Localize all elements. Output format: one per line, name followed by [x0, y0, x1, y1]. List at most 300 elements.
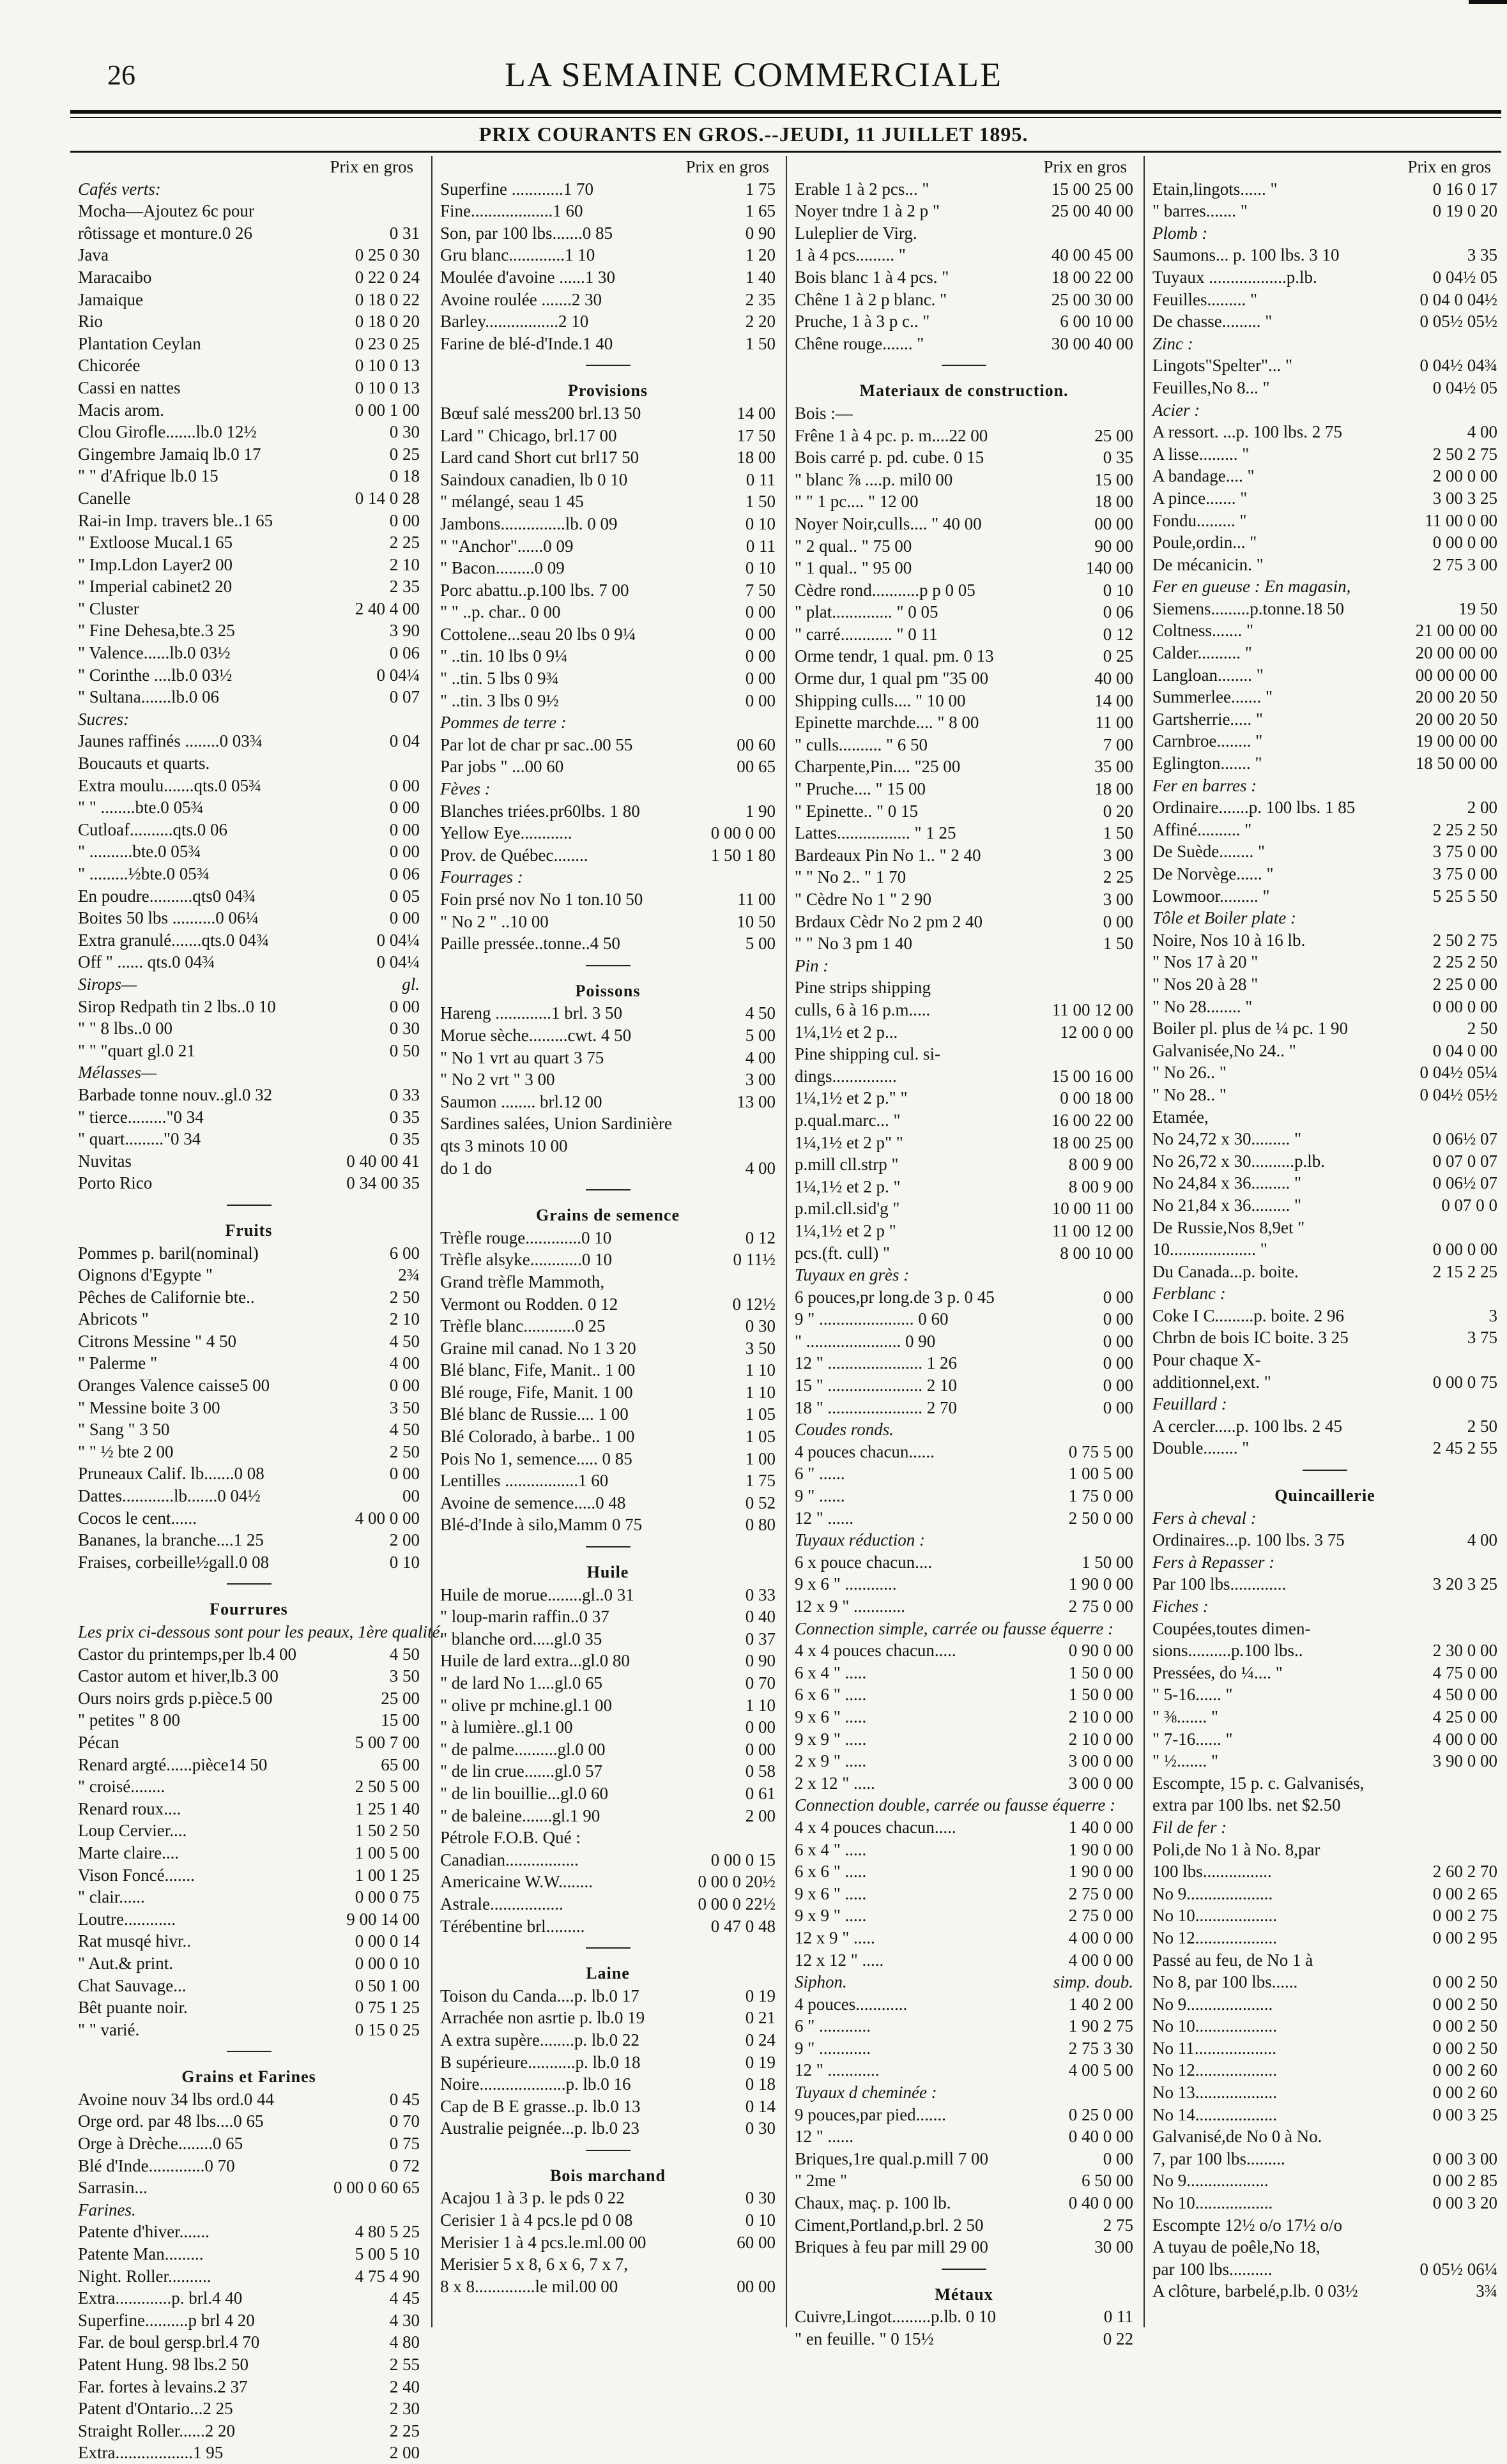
item-price: 2 00: [389, 1530, 420, 1550]
price-row: [440, 1672, 776, 1694]
price-row: [78, 2376, 420, 2398]
item-label: Castor du printemps,per lb.4 00: [78, 1644, 296, 1664]
price-row: [440, 1227, 776, 1249]
item-label: Oranges Valence caisse5 00: [78, 1376, 270, 1396]
item-label: Coltness....... ": [1152, 621, 1254, 641]
item-price: 4 50 0 00: [1432, 1685, 1497, 1705]
item-label: 2 x 12 " .....: [795, 1773, 875, 1793]
item-label: Pine strips shipping: [795, 978, 931, 998]
item-label: Night. Roller..........: [78, 2266, 211, 2286]
item-price: 0 30: [389, 1019, 420, 1038]
price-row: [78, 664, 420, 687]
item-label: " Epinette.. " 0 15: [795, 801, 919, 821]
price-row: [78, 2019, 420, 2041]
price-row: [78, 686, 420, 708]
price-row: [1152, 1194, 1497, 1217]
item-price: 0 00 0 00: [710, 823, 776, 843]
item-label: Zinc :: [1152, 333, 1193, 353]
item-label: Blé d'Inde.............0 70: [78, 2156, 235, 2175]
item-label: 6 x 4 " .....: [795, 1662, 867, 1682]
item-label: Farines.: [78, 2200, 136, 2219]
item-label: Galvanisée,No 24.. ": [1152, 1040, 1296, 1060]
item-price: 0 10 0 13: [355, 356, 420, 376]
item-price: 7 00: [1103, 734, 1133, 754]
item-label: Etain,lingots...... ": [1152, 179, 1278, 199]
price-row: [795, 822, 1133, 844]
item-price: 3 35: [1467, 245, 1497, 265]
price-row: [78, 1908, 420, 1931]
item-label: " ½....... ": [1152, 1751, 1219, 1771]
price-row: [795, 645, 1133, 667]
item-label: Feuilles,No 8... ": [1152, 377, 1270, 397]
price-row: [78, 1418, 420, 1441]
item-price: 0 00 0 20½: [698, 1872, 776, 1892]
item-label: Superfine ............1 70: [440, 179, 593, 199]
item-price: 0 00: [1103, 1397, 1133, 1417]
item-label: 8 x 8..............le mil.00 00: [440, 2276, 618, 2296]
item-label: " No 2 vrt " 3 00: [440, 1070, 555, 1090]
item-price: 1 90 0 00: [1068, 1839, 1133, 1859]
price-row: [795, 402, 1133, 425]
item-price: 0 00: [745, 1739, 776, 1759]
item-label: A lisse......... ": [1152, 444, 1250, 464]
price-row: [440, 601, 776, 623]
price-row: [1152, 796, 1497, 819]
item-price: 0 00: [745, 646, 776, 666]
price-row: [795, 1860, 1133, 1883]
item-price: 0 07 0 07: [1432, 1151, 1497, 1171]
item-price: 00: [402, 1486, 420, 1506]
item-label: " blanc ⅞ ....p. mil0 00: [795, 469, 953, 489]
item-price: 2 10 0 00: [1068, 1729, 1133, 1749]
item-price: 4 00 5 00: [1068, 2060, 1133, 2080]
item-label: 12 " ......: [795, 2127, 854, 2147]
item-price: 11 00: [737, 890, 776, 909]
item-label: Boucauts et quarts.: [78, 754, 210, 773]
price-row: [78, 1463, 420, 1485]
price-row: [1152, 752, 1497, 775]
item-label: 6 x 6 " .....: [795, 1862, 867, 1882]
item-price: 0 75 5 00: [1068, 1441, 1133, 1461]
subheading-row: [795, 2081, 1133, 2104]
item-label: " ...................... 0 90: [795, 1331, 936, 1351]
price-row: [1152, 2192, 1497, 2214]
item-label: Arrachée non asrtie p. lb.0 19: [440, 2008, 645, 2028]
item-price: 0 04¼: [376, 665, 420, 685]
item-price: 0 15 0 25: [355, 2019, 420, 2039]
item-price: 2 75 3 30: [1068, 2038, 1133, 2058]
item-price: 0 04¼: [376, 930, 420, 950]
item-label: No 10...................: [1152, 2016, 1277, 2036]
item-price: 13 00: [737, 1091, 776, 1111]
item-price: 21 00 00 00: [1415, 621, 1497, 641]
price-row: [1152, 2015, 1497, 2037]
item-price: 0 10: [745, 513, 776, 533]
item-price: 2 50: [1467, 1416, 1497, 1436]
item-label: No 9...................: [1152, 2171, 1269, 2191]
price-row: [795, 601, 1133, 623]
subheading-row: [1152, 333, 1497, 355]
item-price: 0 40 00 41: [346, 1151, 420, 1171]
item-price: 0 35: [389, 1107, 420, 1127]
page-header: [0, 0, 1507, 146]
item-label: Vison Foncé.......: [78, 1865, 195, 1885]
price-row: [440, 1337, 776, 1360]
item-label: " Extloose Mucal.1 65: [78, 533, 233, 552]
price-row: [440, 579, 776, 602]
price-row: [78, 2177, 420, 2199]
item-label: Bois carré p. pd. cube. 0 15: [795, 448, 984, 468]
price-row: [1152, 951, 1497, 973]
price-row: [440, 2073, 776, 2095]
price-row: [440, 1492, 776, 1514]
item-price: 0 61: [745, 1783, 776, 1803]
price-row: [78, 1930, 420, 1952]
price-row: [1152, 2236, 1497, 2258]
item-price: 0 07: [389, 687, 420, 707]
item-label: Pommes de terre :: [440, 713, 567, 733]
item-price: 4 00: [1467, 1530, 1497, 1550]
item-price: 0 00 2 95: [1432, 1928, 1497, 1947]
price-row: [440, 310, 776, 333]
item-label: " barres....... ": [1152, 201, 1248, 221]
price-row: [78, 2309, 420, 2332]
item-label: " Valence......lb.0 03½: [78, 643, 231, 663]
item-label: " No 2 " ..10 00: [440, 911, 549, 931]
item-label: Luleplier de Virg.: [795, 223, 917, 243]
item-price: 0 18 0 20: [355, 312, 420, 331]
item-label: Cèdre rond...........p p 0 05: [795, 580, 975, 600]
item-price: 11 00: [1095, 713, 1133, 733]
item-price: 00 60: [737, 734, 776, 754]
price-row: [1152, 377, 1497, 399]
item-price: 0 30: [745, 2118, 776, 2138]
item-price: 0 00 2 50: [1432, 1994, 1497, 2014]
item-label: Dattes............lb.......0 04½: [78, 1486, 261, 1506]
item-price: 6 00: [389, 1243, 420, 1263]
item-label: Moulée d'avoine ......1 30: [440, 267, 616, 287]
subheading-row: [1152, 1551, 1497, 1574]
item-price: 0 00 0 75: [1432, 1372, 1497, 1392]
item-price: 0 00: [745, 669, 776, 688]
item-price: 0 00 2 50: [1432, 1972, 1497, 1992]
price-row: [1152, 1905, 1497, 1927]
price-row: [795, 1308, 1133, 1330]
price-row: [78, 1507, 420, 1530]
item-label: Merisier 1 à 4 pcs.le.ml.00 00: [440, 2232, 646, 2252]
item-label: Macis arom.: [78, 400, 164, 420]
item-price: 0 00 2 50: [1432, 2038, 1497, 2058]
price-row: [78, 1330, 420, 1353]
item-label: " de palme..........gl.0 00: [440, 1739, 606, 1759]
item-price: 0 00: [1103, 1309, 1133, 1329]
item-price: 0 16 0 17: [1432, 179, 1497, 199]
item-price: 2 50: [389, 1441, 420, 1461]
price-row: [440, 244, 776, 266]
item-price: 0 10: [389, 1552, 420, 1572]
item-label: Tôle et Boiler plate :: [1152, 908, 1296, 928]
item-label: Feuillard :: [1152, 1394, 1227, 1414]
price-row: [440, 2007, 776, 2029]
price-row: [795, 756, 1133, 778]
price-row: [1152, 1927, 1497, 1949]
item-label: Citrons Messine " 4 50: [78, 1331, 237, 1351]
item-price: 2 25: [1103, 867, 1133, 887]
item-label: Pois No 1, semence..... 0 85: [440, 1449, 632, 1468]
item-price: 0 05: [389, 886, 420, 906]
section-heading: Grains de semence: [440, 1189, 776, 1227]
price-row: [78, 1952, 420, 1975]
item-price: 1 50: [1103, 823, 1133, 843]
item-price: 3 50: [389, 1397, 420, 1417]
price-row: [78, 1687, 420, 1710]
section-heading: Fruits: [78, 1205, 420, 1242]
item-label: Far. fortes à levains.2 37: [78, 2377, 248, 2396]
price-row: [78, 1040, 420, 1062]
price-row: [795, 266, 1133, 289]
item-label: " " 1 pc.... " 12 00: [795, 492, 919, 512]
item-label: Orme tendr, 1 qual. pm. 0 13: [795, 646, 994, 666]
price-row: [78, 1975, 420, 1997]
subheading-row: [78, 1621, 445, 1643]
item-label: Pruche, 1 à 3 p c.. ": [795, 312, 930, 331]
item-label: extra par 100 lbs. net $2.50: [1152, 1795, 1341, 1815]
price-row: [78, 1017, 420, 1040]
item-label: Escompte, 15 p. c. Galvanisés,: [1152, 1773, 1365, 1793]
subheading-row: [1152, 575, 1497, 598]
item-price: 1 75 0 00: [1068, 1486, 1133, 1506]
item-label: 1 à 4 pcs......... ": [795, 245, 906, 265]
column-header: Prix en gros: [1407, 157, 1491, 176]
price-row: [78, 443, 420, 466]
item-label: Blé Colorado, à barbe.. 1 00: [440, 1427, 635, 1447]
price-row: [795, 734, 1133, 756]
item-price: 2 00: [389, 2443, 420, 2463]
item-label: 12 x 9 " .....: [795, 1928, 875, 1947]
item-price: 0 40: [745, 1607, 776, 1627]
item-label: Lard cand Short cut brl17 50: [440, 448, 639, 468]
price-column-2: [431, 156, 781, 2327]
price-row: [795, 289, 1133, 311]
price-row: [78, 1731, 420, 1754]
item-price: 0 70: [745, 1673, 776, 1692]
price-row: [440, 800, 776, 823]
item-label: Lard " Chicago, brl.17 00: [440, 425, 617, 445]
item-label: Orge ord. par 48 lbs....0 65: [78, 2111, 264, 2131]
price-row: [440, 1783, 776, 1805]
item-price: 0 00: [745, 624, 776, 644]
price-row: [440, 756, 776, 778]
item-label: No 13...................: [1152, 2083, 1277, 2103]
item-price: 0 45: [389, 2089, 420, 2109]
item-label: " Messine boite 3 00: [78, 1397, 220, 1417]
item-price: 00 65: [737, 757, 776, 777]
item-price: 1 90 2 75: [1068, 2016, 1133, 2036]
price-row: [78, 929, 420, 952]
price-row: [78, 289, 420, 311]
price-row: [795, 1905, 1133, 1927]
item-price: 0 21: [745, 2008, 776, 2028]
item-label: 9 " ......: [795, 1486, 845, 1506]
item-price: 0 35: [1103, 448, 1133, 468]
item-label: No 26,72 x 30..........p.lb.: [1152, 1151, 1325, 1171]
subheading-row: [78, 2199, 420, 2221]
item-price: 1 40 2 00: [1068, 1994, 1133, 2014]
item-price: 0 04½ 05: [1432, 377, 1497, 397]
column-header: Prix en gros: [685, 157, 769, 176]
item-label: " ..tin. 3 lbs 0 9½: [440, 690, 559, 710]
price-row: [78, 1864, 420, 1887]
item-label: Lentilles .................1 60: [440, 1471, 609, 1491]
item-label: p.mill cll.strp ": [795, 1155, 899, 1175]
section-heading: Grains et Farines: [78, 2051, 420, 2088]
item-label: Etamée,: [1152, 1107, 1209, 1127]
item-label: dings...............: [795, 1066, 897, 1086]
item-label: Brdaux Cèdr No 2 pm 2 40: [795, 911, 983, 931]
item-label: " de baleine.......gl.1 90: [440, 1806, 601, 1825]
item-price: 0 07 0 0: [1441, 1195, 1497, 1215]
item-price: 0 20: [1103, 801, 1133, 821]
item-label: Jambons...............lb. 0 09: [440, 513, 618, 533]
item-price: 2 10 0 00: [1068, 1707, 1133, 1726]
item-price: 0 00: [1103, 1376, 1133, 1396]
price-row: [440, 289, 776, 311]
item-label: Briques à feu par mill 29 00: [795, 2237, 988, 2257]
item-price: 5 00 5 10: [355, 2244, 420, 2264]
item-label: Jamaique: [78, 289, 143, 309]
item-price: 0 00: [389, 996, 420, 1016]
item-price: 7 50: [745, 580, 776, 600]
item-price: 8 00 9 00: [1068, 1155, 1133, 1175]
price-row: [1152, 1639, 1497, 1662]
item-price: 1 40 0 00: [1068, 1817, 1133, 1837]
item-label: No 21,84 x 36......... ": [1152, 1195, 1302, 1215]
item-price: 25 00 30 00: [1051, 289, 1133, 309]
item-price: 0 18: [389, 466, 420, 486]
price-row: [1152, 1573, 1497, 1595]
item-label: Fer en gueuse : En magasin,: [1152, 577, 1351, 597]
item-label: Fèves :: [440, 779, 491, 799]
price-row: [78, 907, 420, 929]
price-row: [1152, 1217, 1497, 1239]
price-row: [78, 1996, 420, 2019]
price-row: [1152, 1662, 1497, 1684]
price-row: [78, 1529, 420, 1551]
price-row: [1152, 929, 1497, 952]
price-row: [795, 1595, 1133, 1618]
subheading-row: [795, 1618, 1133, 1640]
price-row: [1152, 178, 1497, 201]
subtitle-rule: [70, 151, 1501, 153]
item-label: Blé blanc, Fife, Manit.. 1 00: [440, 1360, 636, 1380]
item-price: 0 00 0 15: [710, 1850, 776, 1869]
item-label: Porto Rico: [78, 1173, 153, 1193]
item-price: 1 90 0 00: [1068, 1574, 1133, 1594]
item-price: 15 00 16 00: [1051, 1066, 1133, 1086]
price-row: [440, 1628, 776, 1650]
item-label: Chat Sauvage...: [78, 1975, 187, 1995]
item-label: " Cèdre No 1 " 2 90: [795, 890, 932, 909]
item-label: " olive pr mchine.gl.1 00: [440, 1695, 612, 1715]
item-price: 0 30: [745, 1316, 776, 1336]
item-price: 4 25 0 00: [1432, 1707, 1497, 1726]
item-price: 2 25 2 50: [1432, 952, 1497, 972]
item-label: Boiler pl. plus de ¼ pc. 1 90: [1152, 1019, 1348, 1038]
item-label: Ours noirs grds p.pièce.5 00: [78, 1688, 273, 1708]
subheading-row: [795, 1264, 1133, 1286]
price-row: [1152, 531, 1497, 554]
price-row: [1152, 1618, 1497, 1640]
price-row: [795, 178, 1133, 201]
item-label: 100 lbs................: [1152, 1862, 1272, 1882]
item-price: 30 00 40 00: [1051, 333, 1133, 353]
item-price: 18 00 25 00: [1051, 1132, 1133, 1152]
price-row: [78, 598, 420, 620]
price-row: [78, 222, 420, 245]
item-price: 25 00: [1094, 425, 1133, 445]
item-price: 1 50 1 80: [710, 845, 776, 865]
item-label: " " d'Afrique lb.0 15: [78, 466, 218, 486]
item-price: 0 30: [389, 422, 420, 442]
item-label: " " ½ bte 2 00: [78, 1441, 174, 1461]
item-label: Renard roux....: [78, 1799, 181, 1818]
item-label: " Aut.& print.: [78, 1953, 174, 1973]
item-label: " quart........."0 34: [78, 1129, 201, 1149]
price-row: [440, 469, 776, 491]
item-label: Cafés verts:: [78, 179, 161, 199]
item-label: rôtissage et monture.0 26: [78, 223, 252, 243]
page-number: 26: [107, 59, 135, 91]
subheading-row: [78, 178, 420, 201]
item-label: " No 28........ ": [1152, 996, 1253, 1016]
item-price: 18 00: [1094, 492, 1133, 512]
price-row: [795, 844, 1133, 867]
item-label: 4 x 4 pouces chacun.....: [795, 1817, 956, 1837]
item-price: 25 00 40 00: [1051, 201, 1133, 221]
item-price: 0 00: [389, 510, 420, 530]
section-heading: Bois marchand: [440, 2150, 776, 2187]
price-row: [1152, 1261, 1497, 1283]
price-row: [1152, 1993, 1497, 2016]
price-row: [440, 1002, 776, 1024]
item-label: 9 x 9 " .....: [795, 1729, 867, 1749]
item-label: Orme dur, 1 qual pm "35 00: [795, 669, 989, 688]
item-label: Bœuf salé mess200 brl.13 50: [440, 403, 641, 423]
price-row: [78, 1665, 420, 1687]
item-label: Connection simple, carrée ou fausse équerre :: [795, 1618, 1114, 1638]
item-label: Par 100 lbs.............: [1152, 1574, 1287, 1594]
item-label: " No 26.. ": [1152, 1063, 1227, 1083]
item-price: 25 00: [381, 1688, 420, 1708]
item-label: Yellow Eye............: [440, 823, 572, 843]
item-label: p.mil.cll.sid'g ": [795, 1199, 900, 1219]
item-label: 4 x 4 pouces chacun.....: [795, 1641, 956, 1661]
price-row: [795, 1397, 1133, 1419]
item-price: 0 12: [1103, 624, 1133, 644]
item-price: 4 00: [745, 1158, 776, 1178]
item-price: 18 00: [737, 448, 776, 468]
item-price: 2 10: [389, 1309, 420, 1329]
masthead-title: LA SEMAINE COMMERCIALE: [504, 56, 1002, 94]
item-label: Gingembre Jamaiq lb.0 17: [78, 444, 261, 464]
price-row: [795, 1198, 1133, 1220]
price-row: [1152, 200, 1497, 222]
item-price: simp. doub.: [1053, 1972, 1133, 1992]
price-row: [1152, 664, 1497, 687]
item-label: Bardeaux Pin No 1.. " 2 40: [795, 845, 981, 865]
section-heading: Materiaux de construction.: [795, 365, 1133, 402]
item-label: Coupées,toutes dimen-: [1152, 1618, 1311, 1638]
